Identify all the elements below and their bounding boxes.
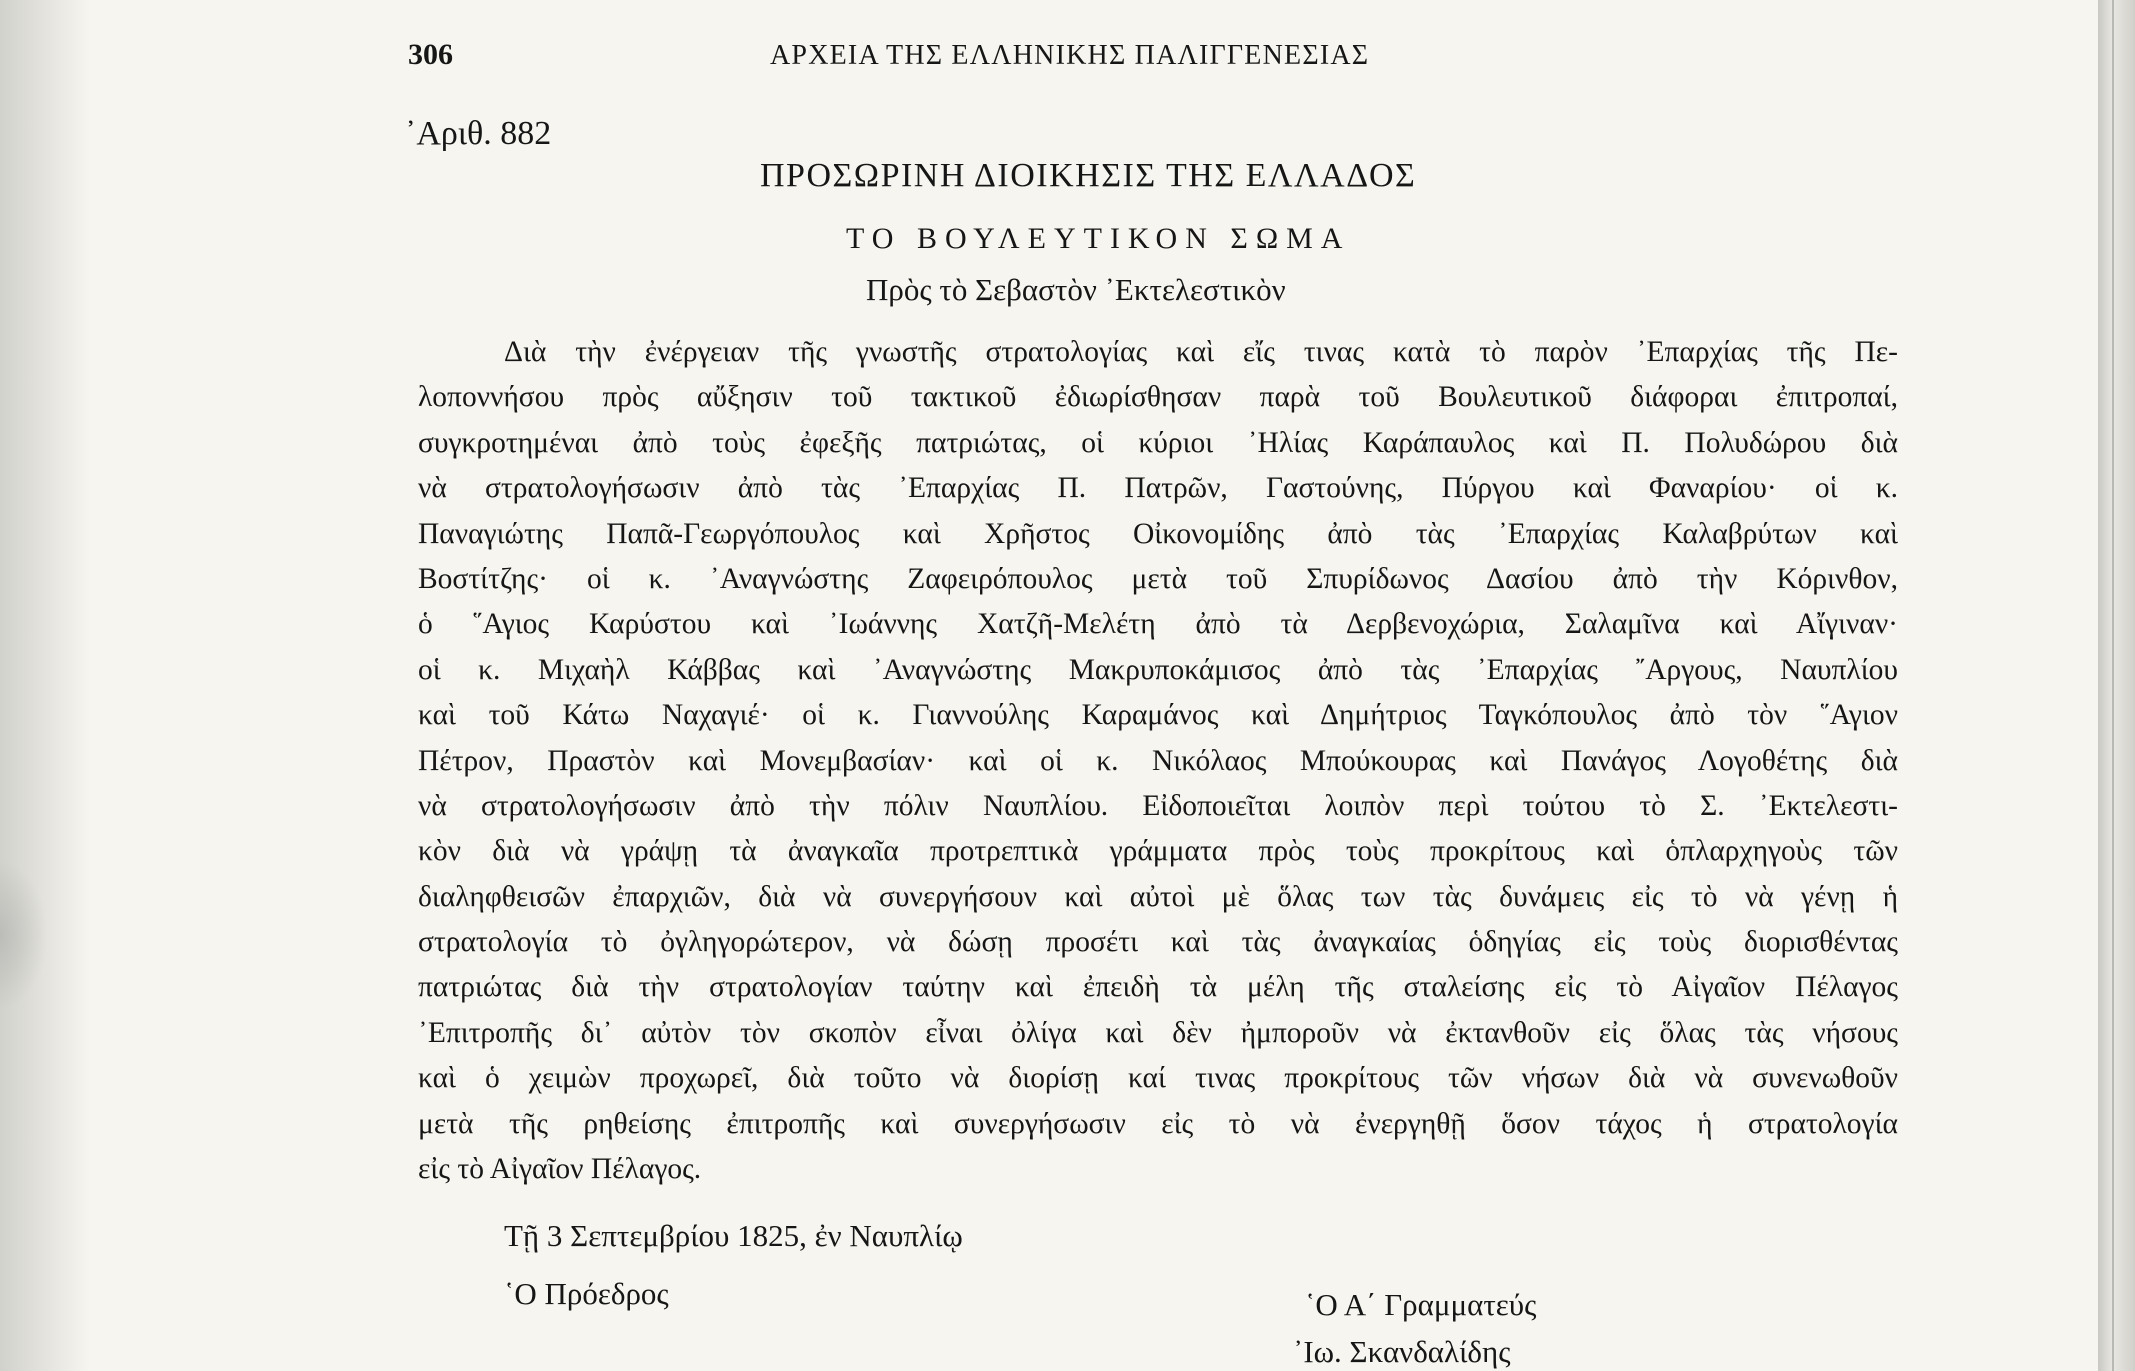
body-line: λοποννήσου πρὸς αὔξησιν τοῦ τακτικοῦ ἐδιωρίσθησαν παρὰ τοῦ Βουλευτικοῦ διάφοραι ἐπιτροπαί,	[418, 381, 1898, 414]
document-body	[418, 330, 1898, 1192]
page-edge	[2098, 0, 2135, 1371]
body-line: Βοστίτζης· οἱ κ. ᾿Αναγνώστης Ζαφειρόπουλος μετὰ τοῦ Σπυρίδωνος Δασίου ἀπὸ τὴν Κόρινθον,	[418, 562, 1898, 595]
page-number: 306	[408, 38, 453, 71]
body-line: ᾿Επιτροπῆς δι᾿ αὐτὸν τὸν σκοπὸν εἶναι ὀλίγα καὶ δὲν ἠμποροῦν νὰ ἐκτανθοῦν εἰς ὅλας τὰς νήσους	[418, 1016, 1898, 1049]
page-edge-line	[2112, 0, 2114, 1371]
body-line: νὰ στρατολογήσωσιν ἀπὸ τὴν πόλιν Ναυπλίου. Εἰδοποιεῖται λοιπὸν περὶ τούτου τὸ Σ. ᾿Εκτελεστι-	[418, 789, 1898, 822]
body-line: Παναγιώτης Παπᾶ-Γεωργόπουλος καὶ Χρῆστος Οἰκονομίδης ἀπὸ τὰς ᾿Επαρχίας Καλαβρύτων καὶ	[418, 517, 1898, 550]
gutter-shadow	[0, 0, 90, 1371]
body-line: στρατολογία τὸ ὀγληγορώτερον, νὰ δώσῃ προσέτι καὶ τὰς ἀναγκαίας ὁδηγίας εἰς τοὺς διορισθέντας	[418, 926, 1898, 959]
issuer-heading: ΤΟ ΒΟΥΛΕΥΤΙΚΟΝ ΣΩΜΑ	[846, 222, 1351, 255]
body-line: καὶ ὁ χειμὼν προχωρεῖ, διὰ τοῦτο νὰ διορίσῃ καί τινας προκρίτους τῶν νήσων διὰ νὰ συνενωθοῦν	[418, 1062, 1898, 1095]
document-number: ᾿Αριθ. 882	[405, 115, 552, 152]
body-line: νὰ στρατολογήσωσιν ἀπὸ τὰς ᾿Επαρχίας Π. Πατρῶν, Γαστούνης, Πύργου καὶ Φαναρίου· οἱ κ.	[418, 472, 1898, 505]
body-line: καὶ τοῦ Κάτω Ναχαγιέ· οἱ κ. Γιαννούλης Καραμάνος καὶ Δημήτριος Ταγκόπουλος ἀπὸ τὸν ῞Αγιον	[418, 699, 1898, 732]
date-place-line: Τῇ 3 Σεπτεμβρίου 1825, ἐν Ναυπλίῳ	[504, 1218, 963, 1253]
body-line: μετὰ τῆς ρηθείσης ἐπιτροπῆς καὶ συνεργήσωσιν εἰς τὸ νὰ ἐνεργηθῇ ὅσον τάχος ἡ στρατολογία	[418, 1107, 1898, 1140]
body-line: ὁ ῞Αγιος Καρύστου καὶ ᾿Ιωάννης Χατζῆ-Μελέτη ἀπὸ τὰ Δερβενοχώρια, Σαλαμῖνα καὶ Αἴγιναν·	[418, 608, 1898, 641]
body-line: οἱ κ. Μιχαὴλ Κάββας καὶ ᾿Αναγνώστης Μακρυποκάμισος ἀπὸ τὰς ᾿Επαρχίας ῎Αργους, Ναυπλίου	[418, 653, 1898, 686]
secretary-name: ᾿Ιω. Σκανδαλίδης	[1293, 1334, 1511, 1369]
body-line: κὸν διὰ νὰ γράψῃ τὰ ἀναγκαῖα προτρεπτικὰ γράμματα πρὸς τοὺς προκρίτους καὶ ὁπλαρχηγοὺς τῶν	[418, 835, 1898, 868]
scan-smudge	[0, 860, 48, 1010]
body-line: Πέτρον, Πραστὸν καὶ Μονεμβασίαν· καὶ οἱ κ. Νικόλαος Μπούκουρας καὶ Πανάγος Λογοθέτης διὰ	[418, 744, 1898, 777]
addressee-heading: Πρὸς τὸ Σεβαστὸν ᾿Εκτελεστικὸν	[866, 272, 1286, 307]
running-title: ΑΡΧΕΙΑ ΤΗΣ ΕΛΛΗΝΙΚΗΣ ΠΑΛΙΓΓΕΝΕΣΙΑΣ	[770, 40, 1370, 71]
body-line: συγκροτημέναι ἀπὸ τοὺς ἐφεξῆς πατριώτας, οἱ κύριοι ᾿Ηλίας Καράπαυλος καὶ Π. Πολυδώρου διὰ	[418, 426, 1898, 459]
body-line: πατριώτας διὰ τὴν στρατολογίαν ταύτην καὶ ἐπειδὴ τὰ μέλη τῆς σταλείσης εἰς τὸ Αἰγαῖον Πέλαγος	[418, 971, 1898, 1004]
secretary-signature-label: ῾Ο Α΄ Γραμματεύς	[1305, 1287, 1537, 1322]
body-line: Διὰ τὴν ἐνέργειαν τῆς γνωστῆς στρατολογίας καὶ εἴς τινας κατὰ τὸ παρὸν ᾿Επαρχίας τῆς Πε-	[504, 336, 1898, 368]
authority-heading: ΠΡΟΣΩΡΙΝΗ ΔΙΟΙΚΗΣΙΣ ΤΗΣ ΕΛΛΑΔΟΣ	[760, 157, 1417, 194]
president-signature-label: ῾Ο Πρόεδρος	[504, 1276, 669, 1311]
body-line: εἰς τὸ Αἰγαῖον Πέλαγος.	[418, 1153, 702, 1186]
body-line: διαληφθεισῶν ἐπαρχιῶν, διὰ νὰ συνεργήσουν καὶ αὐτοὶ μὲ ὅλας των τὰς δυνάμεις εἰς τὸ νὰ γένῃ ἡ	[418, 880, 1898, 913]
